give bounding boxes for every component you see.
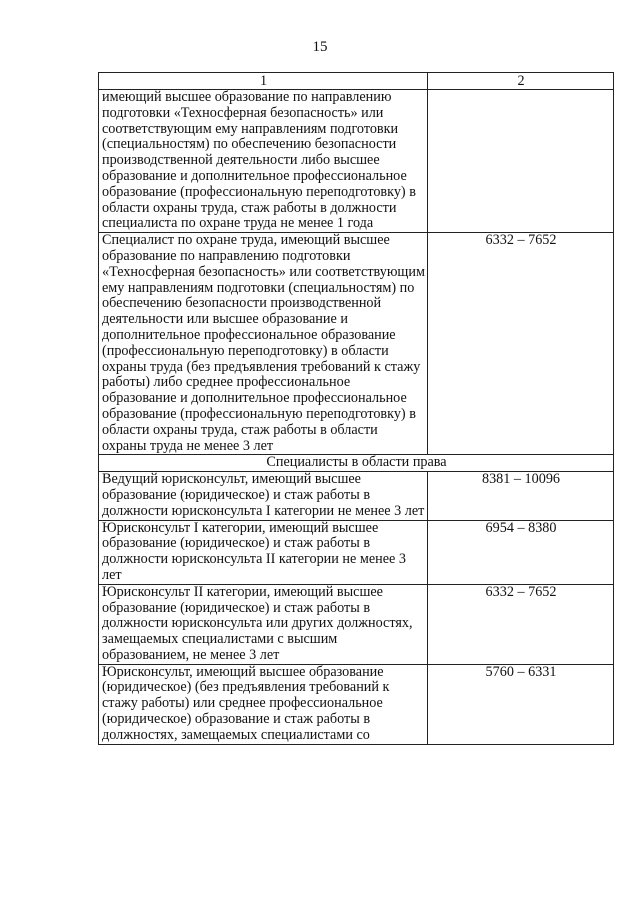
position-cell: Юрисконсульт I категории, имеющий высшее образование (юридическое) и стаж работы в должности юрисконсульта II категории не менее 3 лет [99,520,428,584]
position-cell: Юрисконсульт, имеющий высшее образование (юридическое) (без предъявления требований к стажу работы) или среднее профессиональное (юридическое) образование и стаж работы в должностях, замещаемых специалистами со [99,664,428,744]
column-header-position: 1 [99,73,428,90]
salary-cell: 8381 – 10096 [428,472,614,520]
section-title: Специалисты в области права [99,455,614,472]
salary-cell: 5760 – 6331 [428,664,614,744]
table-row [99,233,614,455]
table-row [99,472,614,520]
table-row [99,664,614,744]
salary-cell: 6332 – 7652 [428,584,614,664]
salary-cell: 6332 – 7652 [428,233,614,455]
column-header-salary: 2 [428,73,614,90]
salary-table [98,72,614,745]
table-row [99,90,614,233]
section-row [99,455,614,472]
position-cell: Специалист по охране труда, имеющий высшее образование по направлению подготовки «Техносферная безопасность» или соответствующим ему направлениям подготовки (специальностям) по обеспечению безопасности производственной деятельности или высшее образование и дополнительное профессиональное образование (профессиональную переподготовку) в области охраны труда (без предъявления требований к стажу работы) либо среднее профессиональное образование и дополнительное профессиональное образование (профессиональную переподготовку) в области охраны труда, стаж работы в области охраны труда не менее 3 лет [99,233,428,455]
position-cell: Юрисконсульт II категории, имеющий высшее образование (юридическое) и стаж работы в должности юрисконсульта или других должностях, замещаемых специалистами с высшим образованием, не менее 3 лет [99,584,428,664]
table-header-row [99,73,614,90]
table-row [99,584,614,664]
position-cell: имеющий высшее образование по направлению подготовки «Техносферная безопасность» или соответствующим ему направлениям подготовки (специальностям) по обеспечению безопасности производственной деятельности либо высшее образование и дополнительное профессиональное образование (профессиональную переподготовку) в области охраны труда, стаж работы в должности специалиста по охране труда не менее 1 года [99,90,428,233]
salary-cell: 6954 – 8380 [428,520,614,584]
page-number: 15 [312,39,328,55]
position-cell: Ведущий юрисконсульт, имеющий высшее образование (юридическое) и стаж работы в должности юрисконсульта I категории не менее 3 лет [99,472,428,520]
salary-cell [428,90,614,233]
table-row [99,520,614,584]
